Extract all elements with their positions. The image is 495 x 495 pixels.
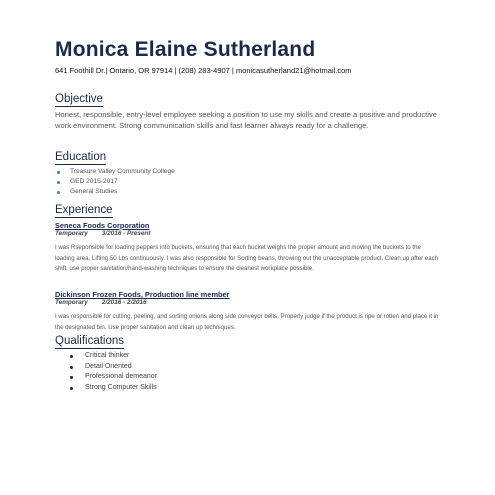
qualification-item: Professional demeanor — [85, 373, 157, 381]
job-dates: 2/2016 - 2/2016 — [101, 299, 147, 306]
bullet-icon — [70, 366, 73, 369]
job-description: I was Rseponsible for loading peppers into buckets, ensuring that each bucket weighs the proper amount and moving the buckets to the loading area. Lifting 50 Lbs continuously. I was also responsible for Sorting beans, throwing out the unacceptable product. Clean up after each shift, use proper sanitation/hand-washing techniques to ensure the cleanest workplace possible. — [55, 244, 439, 272]
list-item — [70, 372, 157, 383]
qualification-item: Critical thinker — [85, 352, 130, 359]
job-title: Seneca Foods Corporation — [55, 221, 150, 230]
qualification-item: Strong Computer Skills — [85, 383, 157, 391]
job-type: Temporary — [55, 299, 88, 306]
list-item — [70, 383, 157, 394]
job-meta — [55, 299, 440, 306]
job-entry-dickinson — [55, 290, 440, 333]
job-description: I was responsible for cutting, peeling, and sorting onions along side conveyor belts. Properly judge if the product is ripe or rotten and place it in the designated bin. Use proper sanitation and clean up techniques. — [55, 313, 439, 331]
job-entry-seneca — [55, 221, 440, 275]
bullet-icon — [70, 376, 73, 379]
objective-text: Honest, responsible, entry-level employee seeking a position to use my skills and create a positive and productive work environment. Strong communication skills and fast learner always ready for a challenge. — [55, 110, 438, 130]
list-item — [70, 362, 157, 373]
education-item: General Studies — [70, 188, 118, 195]
candidate-name: Monica Elaine Sutherland — [55, 38, 316, 61]
qualifications-list — [70, 351, 157, 393]
bullet-icon — [57, 191, 60, 194]
job-meta — [55, 230, 440, 237]
education-heading: Education — [55, 151, 107, 163]
education-list — [55, 167, 175, 197]
list-item — [55, 187, 175, 197]
list-item — [55, 167, 175, 177]
bullet-icon — [70, 355, 73, 358]
bullet-icon — [57, 181, 60, 184]
job-type: Temporary — [55, 230, 88, 237]
bullet-icon — [57, 171, 60, 174]
qualifications-heading: Qualifications — [55, 335, 125, 347]
job-dates: 3/2016 - Present — [101, 230, 151, 237]
objective-heading: Objective — [55, 93, 103, 105]
job-title: Dickinson Frozen Foods, Production line member — [55, 290, 230, 299]
education-item: GED 2015-2017 — [70, 178, 118, 185]
education-item: Treasure Valley Community College — [70, 168, 175, 175]
contact-info: 641 Foothill Dr.| Ontario, OR 97914 | (208) 283-4907 | monicasutherland21@hotmail.com — [55, 66, 352, 75]
list-item — [70, 351, 157, 362]
qualification-item: Detail Oriented — [85, 362, 132, 370]
bullet-icon — [70, 387, 73, 390]
list-item — [55, 177, 175, 187]
experience-heading: Experience — [55, 204, 113, 216]
